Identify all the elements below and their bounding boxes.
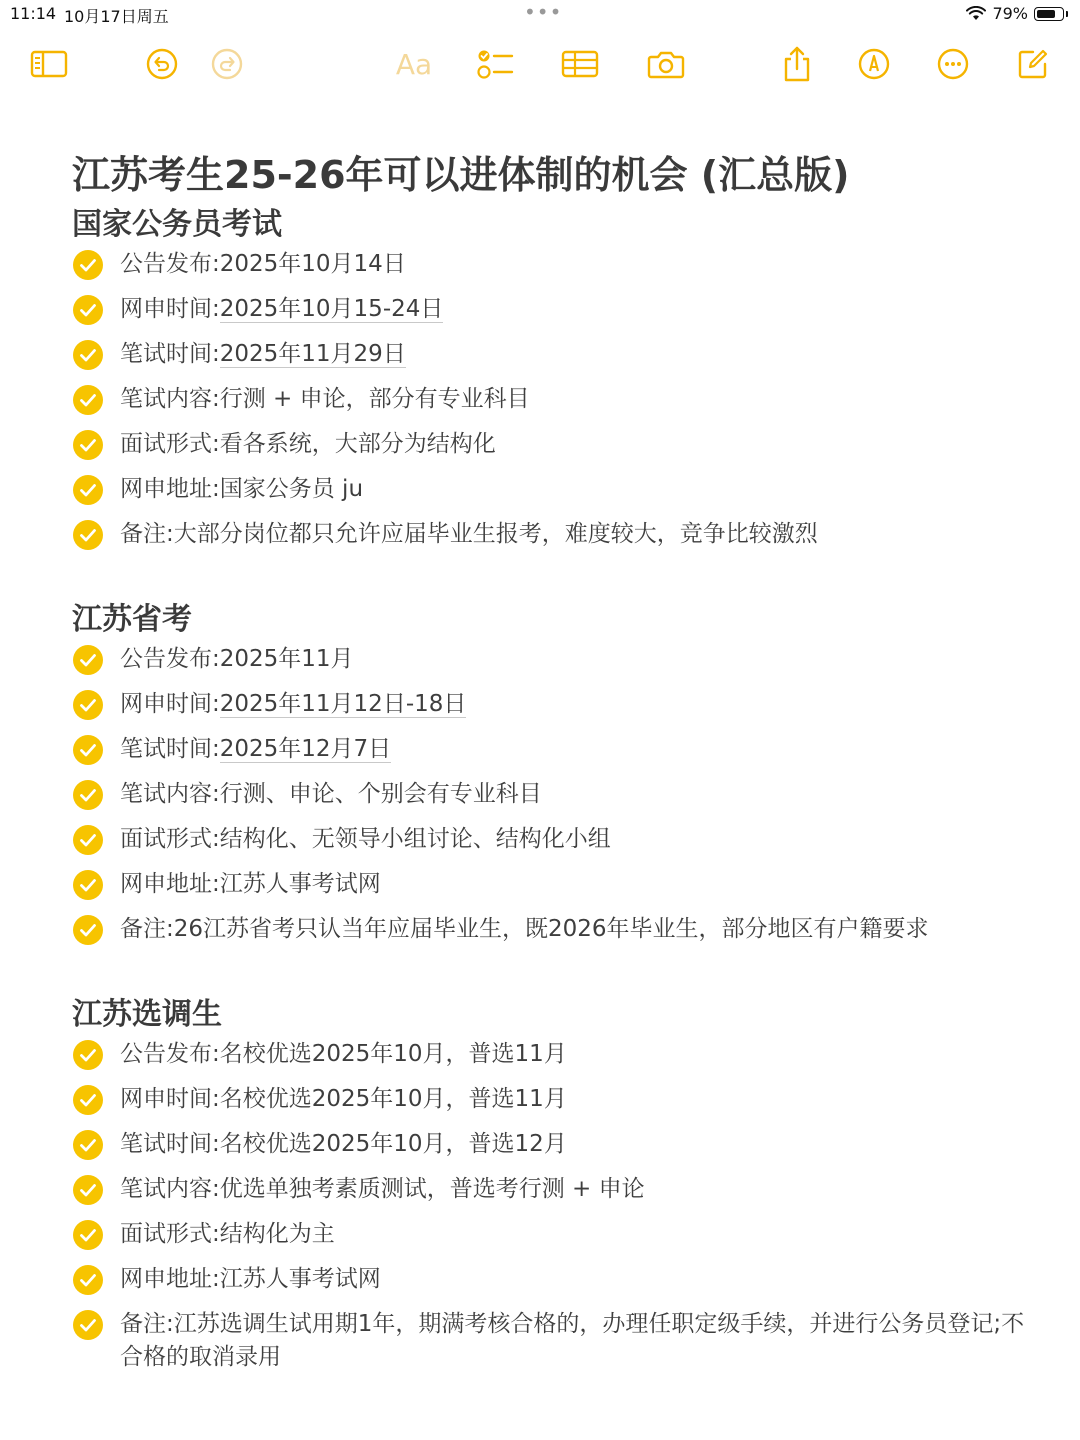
notes-toolbar bbox=[0, 38, 1080, 90]
item-label: 面试形式: bbox=[120, 431, 220, 457]
item-value: 2025年10月14日 bbox=[219, 251, 406, 277]
item-value: 行测 + 申论，部分有专业科目 bbox=[219, 386, 530, 412]
section-gap bbox=[72, 563, 1032, 597]
item-label: 网申时间: bbox=[120, 1086, 220, 1112]
checklist-item-text bbox=[120, 778, 1032, 811]
checkmark-circle-icon[interactable] bbox=[72, 1129, 104, 1161]
checklist-item-text bbox=[120, 868, 1032, 901]
checklist-item-text bbox=[120, 1038, 1032, 1071]
undo-button[interactable] bbox=[136, 38, 188, 90]
checklist-item[interactable] bbox=[72, 383, 1032, 428]
item-label: 网申时间: bbox=[120, 691, 220, 717]
checklist-item[interactable] bbox=[72, 1128, 1032, 1173]
redo-button[interactable] bbox=[201, 38, 253, 90]
checklist-item[interactable] bbox=[72, 733, 1032, 778]
item-value: 江苏人事考试网 bbox=[219, 871, 381, 897]
item-value: 2025年10月15-24日 bbox=[219, 296, 444, 322]
checklist-item[interactable] bbox=[72, 913, 1032, 958]
checkmark-circle-icon[interactable] bbox=[72, 429, 104, 461]
checklist-item-text bbox=[120, 913, 1032, 946]
checkmark-circle-icon[interactable] bbox=[72, 869, 104, 901]
checkmark-circle-icon[interactable] bbox=[72, 644, 104, 676]
item-value: 名校优选2025年10月，普选11月 bbox=[219, 1086, 567, 1112]
checklist-item-text bbox=[120, 733, 1032, 766]
checklist-item-text bbox=[120, 1173, 1032, 1206]
markup-pen-icon bbox=[857, 47, 891, 81]
checklist-item-text bbox=[120, 688, 1032, 721]
item-label: 备注: bbox=[120, 916, 174, 942]
checklist-item[interactable] bbox=[72, 248, 1032, 293]
checkmark-circle-icon[interactable] bbox=[72, 1219, 104, 1251]
item-label: 公告发布: bbox=[120, 251, 220, 277]
checklist-item[interactable] bbox=[72, 473, 1032, 518]
checkmark-circle-icon[interactable] bbox=[72, 249, 104, 281]
status-time: 11:14 bbox=[10, 4, 57, 23]
item-value: 2025年11月29日 bbox=[219, 341, 406, 367]
checklist-item-text bbox=[120, 823, 1032, 856]
checklist-item[interactable] bbox=[72, 1173, 1032, 1218]
item-value: 优选单独考素质测试，普选考行测 + 申论 bbox=[219, 1176, 645, 1202]
checklist-item-text bbox=[120, 428, 1032, 461]
item-value: 行测、申论、个别会有专业科目 bbox=[219, 781, 542, 807]
checkmark-circle-icon[interactable] bbox=[72, 1084, 104, 1116]
checklist-item[interactable] bbox=[72, 1308, 1032, 1374]
item-value: 2025年11月 bbox=[219, 646, 354, 672]
checklist-item[interactable] bbox=[72, 1263, 1032, 1308]
checklist bbox=[72, 248, 1032, 563]
note-title: 江苏考生25-26年可以进体制的机会 (汇总版) bbox=[72, 153, 850, 197]
item-label: 网申地址: bbox=[120, 871, 220, 897]
checkmark-circle-icon[interactable] bbox=[72, 914, 104, 946]
sidebar-icon bbox=[30, 49, 68, 79]
checklist-item-text bbox=[120, 383, 1032, 416]
format-button[interactable] bbox=[388, 38, 440, 90]
compose-icon bbox=[1016, 47, 1050, 81]
item-label: 笔试时间: bbox=[120, 736, 220, 762]
checklist-item-text bbox=[120, 338, 1032, 371]
item-value: 大部分岗位都只允许应届毕业生报考，难度较大，竞争比较激烈 bbox=[173, 521, 818, 547]
item-label: 网申地址: bbox=[120, 476, 220, 502]
checkmark-circle-icon[interactable] bbox=[72, 384, 104, 416]
item-label: 笔试内容: bbox=[120, 386, 220, 412]
sidebar-button[interactable] bbox=[23, 38, 75, 90]
wifi-icon bbox=[966, 6, 986, 21]
battery-icon bbox=[1034, 7, 1064, 21]
checklist-icon bbox=[477, 47, 515, 81]
item-value: 名校优选2025年10月，普选11月 bbox=[219, 1041, 567, 1067]
table-button[interactable] bbox=[554, 38, 606, 90]
checkmark-circle-icon[interactable] bbox=[72, 294, 104, 326]
more-icon bbox=[936, 47, 970, 81]
checklist-button[interactable] bbox=[470, 38, 522, 90]
checkmark-circle-icon[interactable] bbox=[72, 1264, 104, 1296]
battery-tip bbox=[1066, 11, 1068, 17]
share-icon bbox=[781, 45, 813, 83]
checklist-item[interactable] bbox=[72, 518, 1032, 563]
checklist-item[interactable] bbox=[72, 868, 1032, 913]
camera-button[interactable] bbox=[640, 38, 692, 90]
checklist-item[interactable] bbox=[72, 1083, 1032, 1128]
format-text-icon: Aa bbox=[395, 47, 433, 81]
checklist-item-text bbox=[120, 1218, 1032, 1251]
section-heading: 国家公务员考试 bbox=[72, 207, 282, 242]
checklist-item[interactable] bbox=[72, 293, 1032, 338]
item-label: 备注: bbox=[120, 1311, 174, 1337]
note-sections bbox=[72, 202, 1032, 1374]
checklist bbox=[72, 1038, 1032, 1374]
checklist-item-text bbox=[120, 1263, 1032, 1296]
checklist-item[interactable] bbox=[72, 1038, 1032, 1083]
item-value: 结构化、无领导小组讨论、结构化小组 bbox=[219, 826, 611, 852]
item-label: 笔试内容: bbox=[120, 781, 220, 807]
item-value: 26江苏省考只认当年应届毕业生，既2026年毕业生，部分地区有户籍要求 bbox=[173, 916, 929, 942]
item-label: 笔试内容: bbox=[120, 1176, 220, 1202]
item-value: 国家公务员 ju bbox=[219, 476, 364, 502]
share-button[interactable] bbox=[771, 38, 823, 90]
checkmark-circle-icon[interactable] bbox=[72, 519, 104, 551]
item-value: 看各系统，大部分为结构化 bbox=[219, 431, 496, 457]
checklist-item-text bbox=[120, 643, 1032, 676]
item-value: 江苏选调生试用期1年，期满考核合格的，办理任职定级手续，并进行公务员登记;不合格的取消录用 bbox=[120, 1311, 1025, 1370]
battery-percent: 79% bbox=[992, 4, 1028, 23]
item-value: 2025年12月7日 bbox=[219, 736, 392, 762]
checkmark-circle-icon[interactable] bbox=[72, 1174, 104, 1206]
section-heading: 江苏省考 bbox=[72, 602, 192, 637]
multitasking-dots-icon[interactable]: ••• bbox=[524, 0, 563, 24]
checkmark-circle-icon[interactable] bbox=[72, 824, 104, 856]
checklist-item-text bbox=[120, 473, 1032, 506]
item-label: 网申时间: bbox=[120, 296, 220, 322]
checklist-item[interactable] bbox=[72, 428, 1032, 473]
checklist-item[interactable] bbox=[72, 643, 1032, 688]
checklist-item[interactable] bbox=[72, 823, 1032, 868]
checkmark-circle-icon[interactable] bbox=[72, 339, 104, 371]
item-label: 面试形式: bbox=[120, 826, 220, 852]
note-body[interactable] bbox=[72, 148, 1032, 1374]
more-button[interactable] bbox=[927, 38, 979, 90]
item-value: 结构化为主 bbox=[219, 1221, 335, 1247]
undo-icon bbox=[145, 47, 179, 81]
checklist-item[interactable] bbox=[72, 778, 1032, 823]
section-heading: 江苏选调生 bbox=[72, 997, 222, 1032]
checkmark-circle-icon[interactable] bbox=[72, 1039, 104, 1071]
redo-icon bbox=[210, 47, 244, 81]
item-label: 面试形式: bbox=[120, 1221, 220, 1247]
checklist-item[interactable] bbox=[72, 338, 1032, 383]
table-icon bbox=[561, 49, 599, 79]
item-label: 笔试时间: bbox=[120, 1131, 220, 1157]
checklist-item-text bbox=[120, 1128, 1032, 1161]
item-label: 公告发布: bbox=[120, 646, 220, 672]
checklist-item-text bbox=[120, 293, 1032, 326]
item-value: 名校优选2025年10月，普选12月 bbox=[219, 1131, 567, 1157]
markup-button[interactable] bbox=[848, 38, 900, 90]
checkmark-circle-icon[interactable] bbox=[72, 474, 104, 506]
checklist-item-text bbox=[120, 1083, 1032, 1116]
status-right bbox=[966, 4, 1068, 23]
item-value: 江苏人事考试网 bbox=[219, 1266, 381, 1292]
checkmark-circle-icon[interactable] bbox=[72, 734, 104, 766]
item-label: 备注: bbox=[120, 521, 174, 547]
item-label: 笔试时间: bbox=[120, 341, 220, 367]
checkmark-circle-icon[interactable] bbox=[72, 689, 104, 721]
checkmark-circle-icon[interactable] bbox=[72, 1309, 104, 1341]
camera-icon bbox=[647, 48, 685, 80]
section-gap bbox=[72, 958, 1032, 992]
status-date: 10月17日周五 bbox=[64, 7, 169, 26]
item-label: 网申地址: bbox=[120, 1266, 220, 1292]
status-bar bbox=[0, 0, 1080, 30]
item-value: 2025年11月12日-18日 bbox=[219, 691, 467, 717]
checklist bbox=[72, 643, 1032, 958]
checkmark-circle-icon[interactable] bbox=[72, 779, 104, 811]
checklist-item[interactable] bbox=[72, 1218, 1032, 1263]
item-label: 公告发布: bbox=[120, 1041, 220, 1067]
checklist-item-text bbox=[120, 518, 1032, 551]
checklist-item[interactable] bbox=[72, 688, 1032, 733]
compose-button[interactable] bbox=[1007, 38, 1059, 90]
checklist-item-text bbox=[120, 248, 1032, 281]
checklist-item-text bbox=[120, 1308, 1032, 1374]
